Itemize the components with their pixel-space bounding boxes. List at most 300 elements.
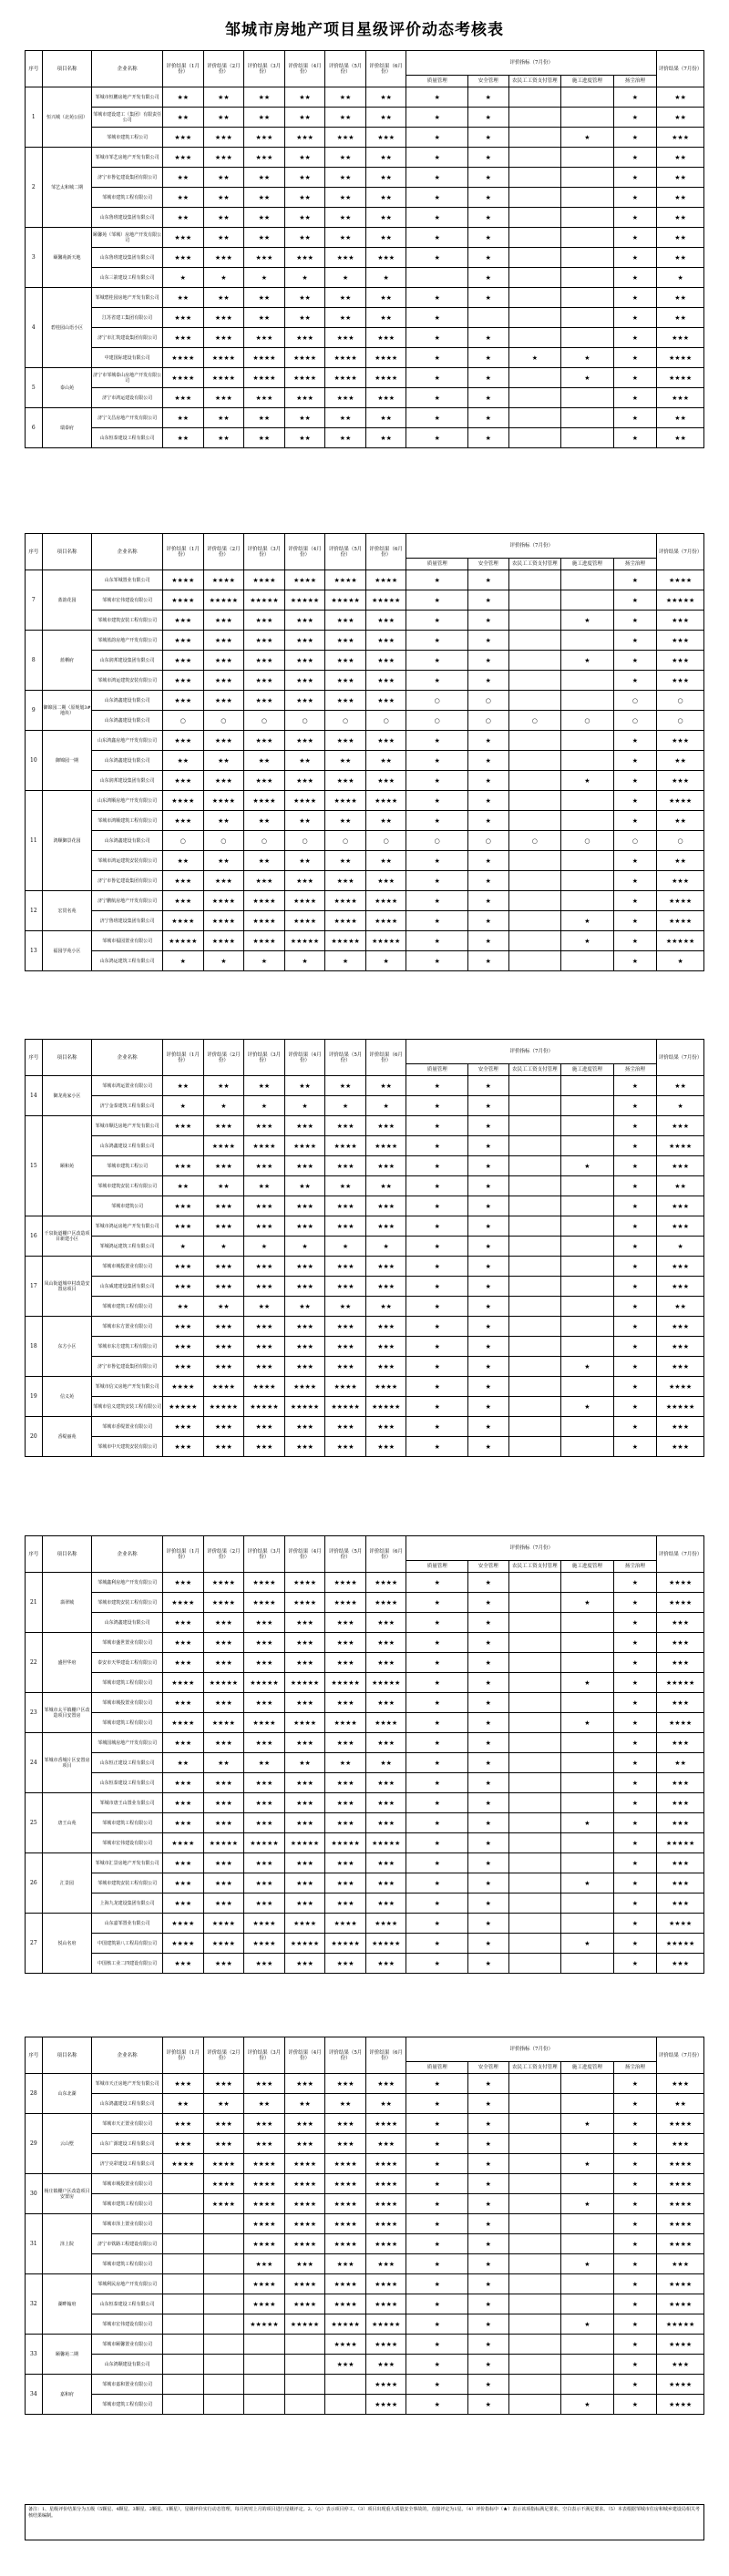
company-name: 济宁市鲁亿建设集团有限公司	[92, 1357, 163, 1377]
company-name: 山东恒泰建设工程有限公司	[92, 1773, 163, 1793]
monthly-rating: ★★	[203, 168, 244, 188]
company-name: 邹城市建筑安装工程有限公司	[92, 1593, 163, 1613]
indicator-mark	[508, 308, 561, 328]
monthly-rating: ★★★	[325, 1793, 366, 1813]
indicator-mark: ★	[613, 1853, 657, 1873]
column-header-m4: 评价结果（4月份）	[284, 51, 325, 87]
monthly-rating: ★★	[244, 308, 285, 328]
indicator-mark	[508, 871, 561, 891]
monthly-rating: ★★★	[284, 631, 325, 651]
july-rating: ★★	[657, 108, 704, 128]
indicator-mark: ★	[406, 348, 468, 368]
table-row	[26, 2294, 704, 2314]
monthly-rating: ★	[284, 951, 325, 971]
indicator-mark: ★	[561, 1397, 614, 1417]
table-row	[26, 2194, 704, 2214]
company-name: 中国建筑第八工程局有限公司	[92, 1934, 163, 1954]
indicator-mark: ★	[613, 1357, 657, 1377]
indicator-mark: ★	[406, 651, 468, 671]
monthly-rating: ★★★	[284, 1317, 325, 1337]
july-rating: ★★★★	[657, 368, 704, 388]
july-rating: ★★	[657, 87, 704, 108]
indicator-mark: ★	[613, 1693, 657, 1713]
monthly-rating: ★★★	[162, 891, 203, 911]
monthly-rating: ★★	[162, 1076, 203, 1096]
column-header-env: 扬尘治理	[613, 1561, 657, 1573]
indicator-mark: ★	[406, 2375, 468, 2395]
table-row	[26, 268, 704, 288]
monthly-rating: ★★★	[162, 2134, 203, 2154]
monthly-rating: ★★★	[325, 1853, 366, 1873]
indicator-mark: ★	[468, 891, 509, 911]
indicator-mark: ★	[468, 651, 509, 671]
indicator-mark	[508, 691, 561, 711]
monthly-rating	[284, 2335, 325, 2355]
table-row	[26, 228, 704, 248]
monthly-rating	[284, 2395, 325, 2415]
monthly-rating: ★★★★★	[325, 1673, 366, 1693]
monthly-rating: ★★★	[244, 1954, 285, 1974]
monthly-rating: ★★★	[244, 2114, 285, 2134]
monthly-rating: ★★★★	[284, 1136, 325, 1156]
indicator-mark: ★	[406, 1096, 468, 1116]
monthly-rating: ★★★★	[365, 891, 406, 911]
monthly-rating: ★★	[365, 811, 406, 831]
monthly-rating: ★★★★	[162, 368, 203, 388]
indicator-mark	[508, 188, 561, 208]
july-rating: ○	[657, 691, 704, 711]
monthly-rating: ★★★★	[244, 1713, 285, 1733]
indicator-mark	[508, 771, 561, 791]
indicator-mark: ★	[613, 2154, 657, 2174]
monthly-rating: ★★★	[244, 388, 285, 408]
monthly-rating: ★★	[365, 2094, 406, 2114]
indicator-mark	[508, 288, 561, 308]
indicator-mark: ★	[468, 771, 509, 791]
project-name: 御锦园二期（原规划3#地块）	[42, 691, 92, 731]
july-rating: ★★★★★	[657, 590, 704, 611]
indicator-mark	[508, 388, 561, 408]
monthly-rating: ★★	[284, 428, 325, 448]
indicator-mark: ★	[406, 1693, 468, 1713]
monthly-rating: ★	[325, 951, 366, 971]
monthly-rating: ★★★	[325, 671, 366, 691]
monthly-rating: ★★★★	[284, 1573, 325, 1593]
indicator-mark	[508, 1873, 561, 1894]
indicator-mark: ★	[468, 208, 509, 228]
indicator-mark	[561, 148, 614, 168]
monthly-rating: ★★★★	[244, 1573, 285, 1593]
july-rating: ★★★★★	[657, 1833, 704, 1853]
indicator-mark: ○	[406, 691, 468, 711]
july-rating: ★★★★	[657, 2114, 704, 2134]
project-name: 云山墅	[42, 2114, 92, 2174]
table-row	[26, 208, 704, 228]
indicator-mark: ★	[406, 851, 468, 871]
column-header-m7: 评价结果（7月份）	[657, 1040, 704, 1076]
indicator-mark	[508, 2174, 561, 2194]
column-header-m1: 评价结果（1月份）	[162, 534, 203, 570]
monthly-rating: ★★	[162, 2094, 203, 2114]
indicator-mark: ★	[468, 1613, 509, 1633]
indicator-mark: ★	[406, 1357, 468, 1377]
rating-table	[25, 2037, 704, 2415]
column-header-quality: 质量管理	[406, 559, 468, 570]
company-name: 山东鸿鑫建设有限公司	[92, 711, 163, 731]
monthly-rating	[284, 2355, 325, 2375]
table-row	[26, 1793, 704, 1813]
indicator-mark: ★	[561, 1156, 614, 1176]
july-rating: ★★★★	[657, 911, 704, 931]
monthly-rating: ★★★	[325, 328, 366, 348]
monthly-rating: ★★★	[203, 691, 244, 711]
indicator-mark	[508, 1733, 561, 1753]
monthly-rating: ★★★★	[365, 1914, 406, 1934]
monthly-rating: ★★★★	[325, 1914, 366, 1934]
indicator-mark: ★	[406, 2395, 468, 2415]
indicator-mark: ★	[406, 388, 468, 408]
monthly-rating: ★★	[162, 288, 203, 308]
indicator-mark	[508, 2335, 561, 2355]
monthly-rating: ★★★	[325, 1257, 366, 1277]
indicator-mark: ★	[468, 2174, 509, 2194]
july-rating: ★★★	[657, 1894, 704, 1914]
company-name: 中国核工业二四建设有限公司	[92, 1954, 163, 1974]
project-name: 悦山名府	[42, 1914, 92, 1974]
indicator-mark: ★	[468, 388, 509, 408]
monthly-rating: ★★★	[244, 1277, 285, 1297]
indicator-mark: ★	[406, 1196, 468, 1216]
column-header-wage: 农民工工资支付管理	[508, 1064, 561, 1076]
july-rating: ★★★	[657, 1116, 704, 1136]
monthly-rating: ★	[244, 1237, 285, 1257]
column-header-m3: 评价结果（3月份）	[244, 534, 285, 570]
indicator-mark	[508, 428, 561, 448]
monthly-rating: ★★	[203, 228, 244, 248]
indicator-mark: ★	[468, 1733, 509, 1753]
monthly-rating: ★★★★	[365, 2114, 406, 2134]
monthly-rating: ★★★	[244, 1733, 285, 1753]
monthly-rating: ★★★	[203, 248, 244, 268]
indicator-mark: ★	[468, 1297, 509, 1317]
monthly-rating: ○	[284, 711, 325, 731]
monthly-rating: ★★★★	[162, 590, 203, 611]
table-row	[26, 1673, 704, 1693]
indicator-mark	[508, 570, 561, 590]
indicator-mark: ★	[561, 2395, 614, 2415]
july-rating: ★★★	[657, 128, 704, 148]
indicator-mark	[561, 308, 614, 328]
indicator-mark: ★	[406, 1934, 468, 1954]
monthly-rating: ★★★★	[325, 1573, 366, 1593]
monthly-rating: ★★	[325, 228, 366, 248]
monthly-rating: ★★★	[162, 148, 203, 168]
monthly-rating: ★★	[325, 148, 366, 168]
indicator-mark: ○	[613, 691, 657, 711]
column-header-no: 序号	[26, 51, 43, 87]
table-row	[26, 248, 704, 268]
table-row	[26, 108, 704, 128]
indicator-mark: ★	[613, 1713, 657, 1733]
monthly-rating: ★★★	[325, 1196, 366, 1216]
monthly-rating: ★★★★	[325, 2174, 366, 2194]
row-number: 5	[26, 368, 43, 408]
indicator-mark: ★	[406, 2254, 468, 2274]
indicator-mark: ★	[468, 348, 509, 368]
monthly-rating: ★	[365, 951, 406, 971]
company-name: 邹城市泽上置业有限公司	[92, 2214, 163, 2234]
monthly-rating: ★★★★	[244, 1136, 285, 1156]
indicator-mark: ★	[468, 2254, 509, 2274]
monthly-rating: ★★	[284, 288, 325, 308]
monthly-rating: ★★★	[244, 1613, 285, 1633]
company-name: 邹城市唐王山置业有限公司	[92, 1793, 163, 1813]
indicator-mark	[508, 1833, 561, 1853]
company-name: 邹城市汇景房地产开发有限公司	[92, 1853, 163, 1873]
monthly-rating: ★★★★★	[365, 1833, 406, 1853]
indicator-mark: ★	[468, 2274, 509, 2294]
indicator-mark: ★	[561, 2114, 614, 2134]
indicator-mark: ★	[561, 2154, 614, 2174]
monthly-rating: ★★★★★	[284, 2314, 325, 2335]
indicator-mark: ★	[613, 651, 657, 671]
monthly-rating: ★★★★★	[284, 931, 325, 951]
monthly-rating: ★★★★	[325, 2294, 366, 2314]
monthly-rating: ★★★★	[162, 791, 203, 811]
indicator-mark: ○	[468, 831, 509, 851]
company-name: 邹城市城投置业有限公司	[92, 1257, 163, 1277]
july-rating: ★★★★★	[657, 1934, 704, 1954]
table-row	[26, 751, 704, 771]
monthly-rating: ★★★	[203, 1793, 244, 1813]
project-name: 邹城市太平镇棚户区改造项目安置房	[42, 1693, 92, 1733]
monthly-rating	[162, 1136, 203, 1156]
table-row	[26, 911, 704, 931]
monthly-rating: ★★★	[325, 611, 366, 631]
july-rating: ★	[657, 1096, 704, 1116]
table-row	[26, 1853, 704, 1873]
monthly-rating: ★★★	[325, 771, 366, 791]
monthly-rating: ★★★★	[284, 1377, 325, 1397]
indicator-mark: ★	[406, 1136, 468, 1156]
company-name: 邹城市邹艺房地产开发有限公司	[92, 148, 163, 168]
indicator-mark: ★	[613, 791, 657, 811]
table-row	[26, 2074, 704, 2094]
monthly-rating: ★★★	[284, 1116, 325, 1136]
indicator-mark: ★	[406, 208, 468, 228]
indicator-mark: ★	[561, 1934, 614, 1954]
column-header-project: 项目名称	[42, 1040, 92, 1076]
monthly-rating: ★★★	[325, 1693, 366, 1713]
monthly-rating	[284, 2375, 325, 2395]
indicator-mark	[508, 1377, 561, 1397]
table-row	[26, 368, 704, 388]
column-header-m1: 评价结果（1月份）	[162, 1536, 203, 1573]
indicator-mark	[508, 2375, 561, 2395]
monthly-rating: ★★★	[203, 1277, 244, 1297]
monthly-rating: ★	[162, 1237, 203, 1257]
monthly-rating: ★★	[284, 168, 325, 188]
indicator-mark: ★	[406, 2074, 468, 2094]
indicator-mark: ★	[468, 1914, 509, 1934]
column-header-indicators: 评价指标（7月份）	[406, 1536, 657, 1561]
monthly-rating: ★★★	[203, 148, 244, 168]
monthly-rating: ★★★	[365, 1437, 406, 1457]
column-header-wage: 农民工工资支付管理	[508, 76, 561, 87]
company-name: 济宁市邹城泰山房地产开发有限公司	[92, 368, 163, 388]
monthly-rating: ★★★★	[365, 348, 406, 368]
monthly-rating: ★★	[365, 851, 406, 871]
indicator-mark: ★	[406, 1397, 468, 1417]
monthly-rating: ★★★★★	[162, 1397, 203, 1417]
table-row	[26, 2375, 704, 2395]
monthly-rating: ★★	[162, 208, 203, 228]
indicator-mark	[561, 2355, 614, 2375]
monthly-rating: ★★★★★	[325, 1397, 366, 1417]
indicator-mark: ★	[406, 811, 468, 831]
monthly-rating: ★★★★	[203, 911, 244, 931]
indicator-mark	[561, 288, 614, 308]
monthly-rating: ★★★	[284, 388, 325, 408]
row-number: 1	[26, 87, 43, 148]
monthly-rating: ★★★	[203, 1954, 244, 1974]
monthly-rating: ★★★	[162, 771, 203, 791]
indicator-mark	[406, 268, 468, 288]
company-name: 邹城国城房地产开发有限公司	[92, 1733, 163, 1753]
company-name: 邹城市建筑工程公司	[92, 1156, 163, 1176]
monthly-rating	[162, 2174, 203, 2194]
july-rating: ★★	[657, 188, 704, 208]
monthly-rating: ★★★★	[365, 1593, 406, 1613]
indicator-mark: ★	[468, 951, 509, 971]
monthly-rating: ★★★★	[365, 2395, 406, 2415]
monthly-rating: ★★	[365, 1076, 406, 1096]
project-name: 凤山街道城中村改造安置房项目	[42, 1257, 92, 1317]
indicator-mark: ★	[468, 1693, 509, 1713]
monthly-rating: ★★★	[162, 631, 203, 651]
monthly-rating: ★★	[162, 108, 203, 128]
monthly-rating: ★★	[244, 851, 285, 871]
monthly-rating: ★★★	[203, 328, 244, 348]
july-rating: ★★★	[657, 1873, 704, 1894]
monthly-rating: ★★	[325, 408, 366, 428]
indicator-mark	[561, 428, 614, 448]
monthly-rating: ★★★	[284, 1417, 325, 1437]
table-row	[26, 148, 704, 168]
indicator-mark: ★	[468, 751, 509, 771]
monthly-rating: ★★★★★	[203, 1673, 244, 1693]
company-name: 邹城市建设建工（集团）有限责任公司	[92, 108, 163, 128]
company-name: 山东鸿鑫建设有限公司	[92, 691, 163, 711]
indicator-mark: ★	[468, 428, 509, 448]
monthly-rating	[325, 2395, 366, 2415]
july-rating: ★	[657, 951, 704, 971]
monthly-rating: ★★★	[284, 771, 325, 791]
table-row	[26, 570, 704, 590]
table-row	[26, 891, 704, 911]
monthly-rating: ★★★	[162, 1156, 203, 1176]
indicator-mark: ★	[406, 1417, 468, 1437]
indicator-mark: ★	[406, 168, 468, 188]
july-rating: ★★★★	[657, 791, 704, 811]
monthly-rating: ★★★★★	[365, 1397, 406, 1417]
indicator-mark	[508, 1437, 561, 1457]
july-rating: ★★	[657, 2094, 704, 2114]
indicator-mark: ★	[468, 1437, 509, 1457]
monthly-rating: ★★★	[284, 651, 325, 671]
monthly-rating: ★★★	[162, 1437, 203, 1457]
table-row	[26, 1216, 704, 1237]
row-number: 12	[26, 891, 43, 931]
table-row	[26, 1733, 704, 1753]
indicator-mark: ★	[468, 128, 509, 148]
monthly-rating: ★★★	[244, 1417, 285, 1437]
indicator-mark	[561, 108, 614, 128]
table-page	[25, 533, 704, 971]
indicator-mark: ★	[613, 1954, 657, 1974]
indicator-mark	[561, 1653, 614, 1673]
monthly-rating: ★★★	[162, 1693, 203, 1713]
column-header-m5: 评价结果（5月份）	[325, 1536, 366, 1573]
company-name: 邹城蓝韵房地产开发有限公司	[92, 631, 163, 651]
july-rating: ★★★★	[657, 1573, 704, 1593]
monthly-rating: ★	[284, 1096, 325, 1116]
table-row	[26, 1437, 704, 1457]
indicator-mark: ★	[468, 1257, 509, 1277]
monthly-rating: ★★	[365, 108, 406, 128]
indicator-mark: ★	[406, 1633, 468, 1653]
indicator-mark	[508, 2355, 561, 2375]
column-header-m7: 评价结果（7月份）	[657, 2037, 704, 2074]
indicator-mark: ★	[613, 128, 657, 148]
monthly-rating: ★★	[244, 1753, 285, 1773]
indicator-mark	[508, 1397, 561, 1417]
monthly-rating: ★★	[325, 87, 366, 108]
monthly-rating: ★★★	[365, 1693, 406, 1713]
column-header-m4: 评价结果（4月份）	[284, 1040, 325, 1076]
table-row	[26, 851, 704, 871]
row-number: 21	[26, 1573, 43, 1633]
monthly-rating: ★★	[244, 428, 285, 448]
indicator-mark: ★	[613, 1793, 657, 1813]
indicator-mark: ★	[508, 348, 561, 368]
indicator-mark: ★	[613, 590, 657, 611]
indicator-mark	[561, 590, 614, 611]
monthly-rating: ★★★	[244, 1653, 285, 1673]
indicator-mark: ○	[613, 711, 657, 731]
column-header-env: 扬尘治理	[613, 76, 657, 87]
monthly-rating: ★★★	[244, 691, 285, 711]
monthly-rating	[244, 2395, 285, 2415]
monthly-rating: ★★★★★	[365, 1934, 406, 1954]
monthly-rating	[162, 2314, 203, 2335]
monthly-rating: ★★★★	[365, 2214, 406, 2234]
monthly-rating: ★★★	[325, 1894, 366, 1914]
monthly-rating: ★★★	[203, 1337, 244, 1357]
project-name: 颐馨苑二期	[42, 2335, 92, 2375]
table-row	[26, 1317, 704, 1337]
monthly-rating: ★★★	[162, 1196, 203, 1216]
indicator-mark	[561, 2094, 614, 2114]
monthly-rating: ★★★	[284, 248, 325, 268]
monthly-rating: ★★★★	[325, 1377, 366, 1397]
indicator-mark	[561, 1573, 614, 1593]
company-name: 山东邹城置业有限公司	[92, 570, 163, 590]
indicator-mark: ★	[613, 1573, 657, 1593]
company-name: 山东鸿鑫建设有限公司	[92, 1613, 163, 1633]
monthly-rating: ★★★★	[203, 348, 244, 368]
monthly-rating: ★★★	[325, 1813, 366, 1833]
